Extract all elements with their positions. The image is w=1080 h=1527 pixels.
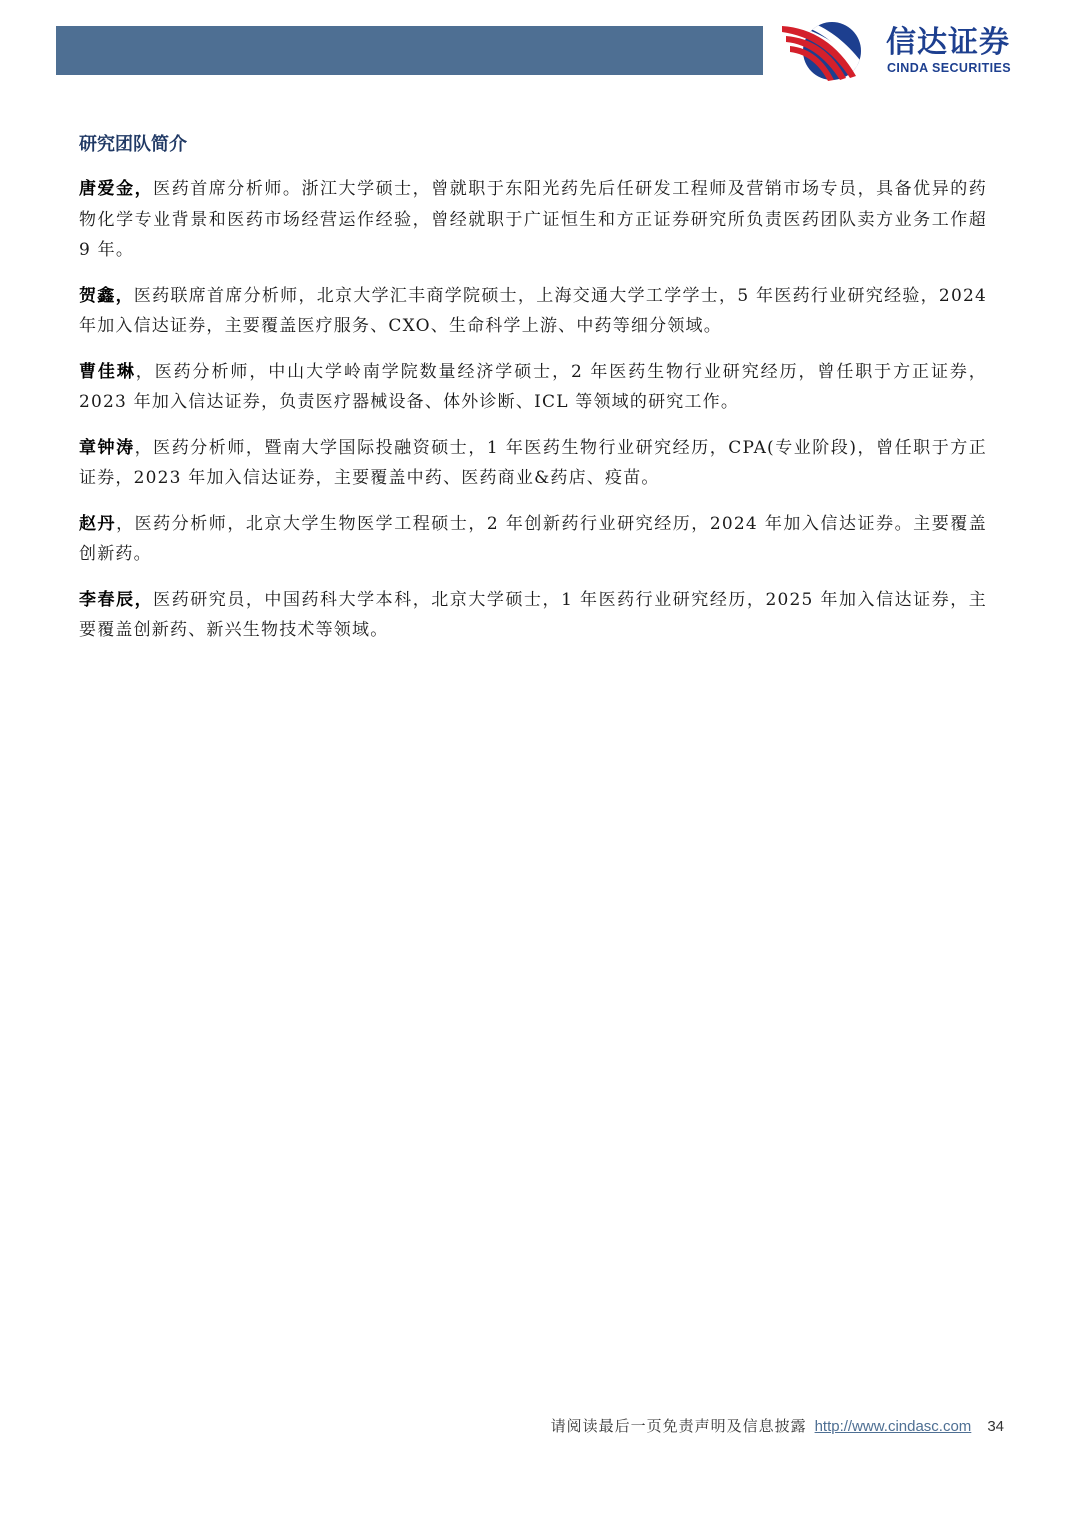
analyst-name: 曹佳琳 bbox=[79, 361, 136, 382]
analyst-description: ，医药分析师，暨南大学国际投融资硕士，1 年医药生物行业研究经历，CPA(专业阶段)，曾任职于方正证券，2023 年加入信达证券，主要覆盖中药、医药商业&药店、疫苗。 bbox=[79, 437, 987, 488]
bio-paragraph bbox=[79, 585, 987, 646]
disclaimer-text: 请阅读最后一页免责声明及信息披露 bbox=[550, 1417, 807, 1435]
analyst-description: ，医药分析师，中山大学岭南学院数量经济学硕士，2 年医药生物行业研究经历，曾任职于方正证券，2023 年加入信达证券，负责医疗器械设备、体外诊断、ICL 等领域的研究工作。 bbox=[79, 361, 987, 412]
website-link[interactable]: http://www.cindasc.com bbox=[814, 1418, 972, 1435]
analyst-name: 赵丹 bbox=[79, 513, 117, 534]
page-footer bbox=[551, 1414, 1004, 1439]
company-logo bbox=[780, 18, 1050, 84]
analyst-description: 医药首席分析师。浙江大学硕士，曾就职于东阳光药先后任研发工程师及营销市场专员，具备优异的药物化学专业背景和医药市场经营运作经验，曾经就职于广证恒生和方正证券研究所负责医药团队卖方业务工作超 9 年。 bbox=[79, 179, 987, 260]
analyst-name: 章钟涛 bbox=[79, 437, 135, 458]
bio-paragraph bbox=[79, 433, 987, 494]
analyst-name: 贺鑫， bbox=[79, 285, 134, 306]
page-number: 34 bbox=[987, 1418, 1004, 1435]
header-bar bbox=[56, 26, 763, 75]
bio-paragraph bbox=[79, 509, 987, 570]
logo-english-text: CINDA SECURITIES bbox=[887, 61, 1012, 75]
team-bios bbox=[79, 174, 987, 661]
bio-paragraph bbox=[79, 357, 987, 418]
analyst-description: 医药联席首席分析师，北京大学汇丰商学院硕士，上海交通大学工学学士，5 年医药行业研究经验，2024 年加入信达证券，主要覆盖医疗服务、CXO、生命科学上游、中药等细分领域。 bbox=[79, 285, 987, 336]
analyst-name: 李春辰， bbox=[79, 589, 154, 610]
section-title: 研究团队简介 bbox=[79, 134, 187, 155]
analyst-description: ，医药分析师，北京大学生物医学工程硕士，2 年创新药行业研究经历，2024 年加入信达证券。主要覆盖创新药。 bbox=[79, 513, 987, 564]
logo-chinese-text: 信达证券 bbox=[886, 25, 1010, 60]
analyst-name: 唐爱金， bbox=[79, 179, 154, 199]
analyst-description: 医药研究员，中国药科大学本科，北京大学硕士，1 年医药行业研究经历，2025 年加入信达证券，主要覆盖创新药、新兴生物技术等领域。 bbox=[79, 589, 987, 640]
bio-paragraph bbox=[79, 174, 987, 266]
cinda-logo-icon bbox=[780, 18, 866, 84]
bio-paragraph bbox=[79, 281, 987, 342]
